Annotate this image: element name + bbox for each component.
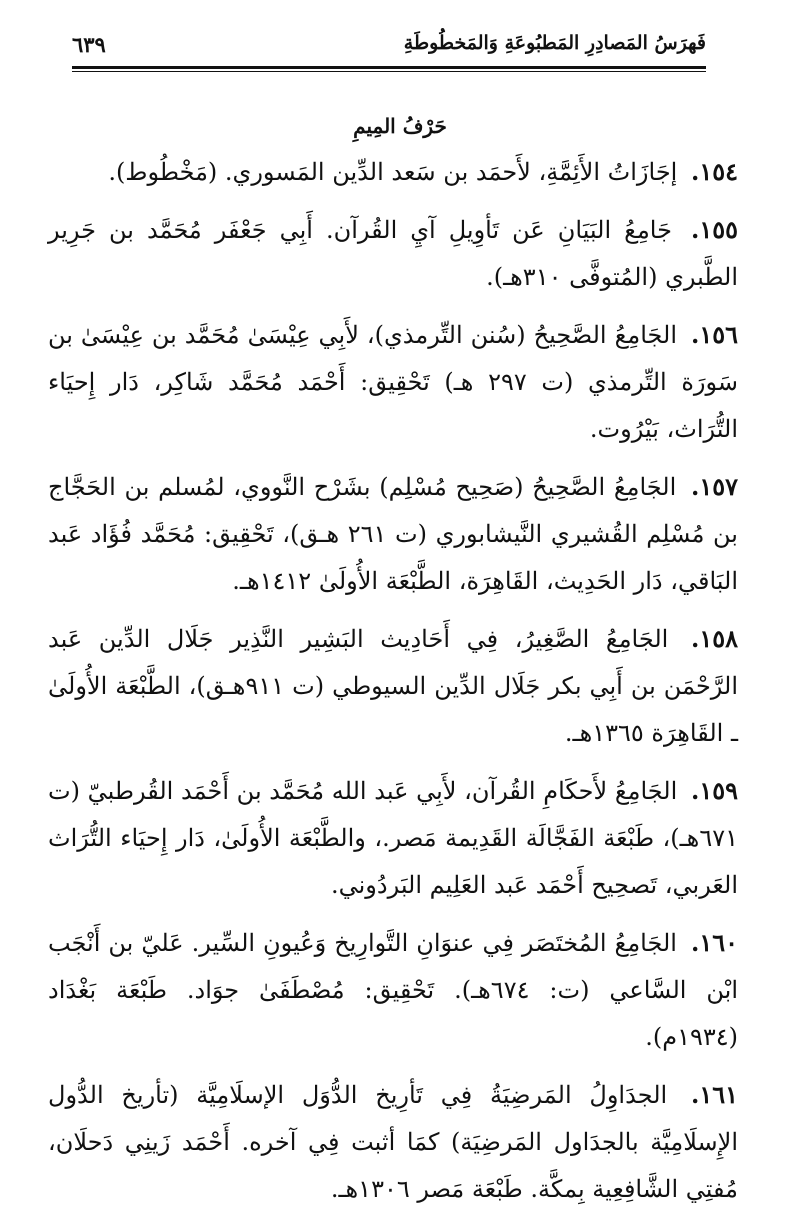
entry-list	[48, 148, 738, 1223]
entry-number: ١٥٨.	[690, 624, 738, 653]
bibliography-entry	[48, 615, 738, 757]
entry-text: الجدَاوِلُ المَرضِيَةُ فِي تَأرِيخ الدُّوَل الإسلَامِيَّة (تأريخ الدُّول الإِسلَامِيَّة بالجدَاول المَرضِيَة) كمَا أثبت فِي آخره. أَحْمَد زَينِي دَحلَان، مُفتِي الشَّافِعِية بِمكَّة. طَبْعَة مَصر ١٣٠٦هـ.	[48, 1081, 738, 1203]
entry-text: جَامِعُ البَيَانِ عَن تَأوِيلِ آيِ القُرآن. أَبِي جَعْفَر مُحَمَّد بن جَرِير الطَّبري (المُتوفَّى ٣١٠هـ).	[48, 216, 738, 291]
bibliography-entry	[48, 1071, 738, 1213]
bibliography-entry	[48, 463, 738, 605]
running-header	[72, 32, 706, 66]
header-rule-thin	[72, 71, 706, 72]
entry-text: إجَازَاتُ الأَئِمَّةِ، لأَحمَد بن سَعد الدِّين المَسوري. (مَخْطُوط).	[108, 158, 678, 186]
bibliography-entry	[48, 311, 738, 453]
bibliography-entry	[48, 767, 738, 909]
entry-text: الجَامِعُ الصَّغِيرُ، فِي أَحَادِيث البَشِير النَّذِير جَلَال الدِّين عَبد الرَّحْمَن بن أَبِي بكر جَلَال الدِّين السيوطي (ت ٩١١هـق)، الطَّبْعَة الأُولَىٰ ـ القَاهِرَة ١٣٦٥هـ.	[48, 625, 738, 747]
page-number: ٦٣٩	[72, 32, 106, 57]
bibliography-entry	[48, 206, 738, 301]
entry-number: ١٦١.	[690, 1080, 738, 1109]
header-rule	[72, 66, 706, 69]
entry-text: الجَامِعُ لأَحكَامِ القُرآن، لأَبِي عَبد الله مُحَمَّد بن أَحْمَد القُرطبيّ (ت ٦٧١هـ)، طَبْعَة الفَجَّالَة القَدِيمة مَصر.، والطَّبْعَة الأُولَىٰ، دَار إِحيَاء التُّرَاث العَربي، تَصحِيح أَحْمَد عَبد العَلِيم البَردُوني.	[48, 777, 738, 899]
running-title: فَهرَسُ المَصادِرِ المَطبُوعَةِ وَالمَخطُوطَةِ	[403, 32, 706, 54]
entry-number: ١٦٠.	[690, 928, 738, 957]
entry-number: ١٥٩.	[690, 776, 738, 805]
entry-text: الجَامِعُ المُختَصَر فِي عنوَانِ التَّوارِيخ وَعُيونِ السِّير. عَليّ بن أَنْجَب ابْن السَّاعي (ت: ٦٧٤هـ). تَحْقِيق: مُصْطَفَىٰ جوَاد. طَبْعَة بَغْدَاد (١٩٣٤م).	[48, 929, 738, 1051]
entry-number: ١٥٤.	[690, 157, 738, 186]
entry-number: ١٥٥.	[690, 215, 738, 244]
entry-text: الجَامِعُ الصَّحِيحُ (صَحِيح مُسْلِم) بشَرْح النَّووي، لمُسلم بن الحَجَّاج بن مُسْلِم القُشيري النَّيشابوري (ت ٢٦١ هـق)، تَحْقِيق: مُحَمَّد فُؤَاد عَبد البَاقي، دَار الحَدِيث، القَاهِرَة، الطَّبْعَة الأُولَىٰ ١٤١٢هـ.	[48, 473, 738, 595]
bibliography-entry	[48, 148, 738, 196]
entry-text: الجَامِعُ الصَّحِيحُ (سُنن التِّرمذي)، لأَبِي عِيْسَىٰ مُحَمَّد بن عِيْسَىٰ بن سَورَة التِّرمذي (ت ٢٩٧ هـ) تَحْقِيق: أَحْمَد مُحَمَّد شَاكِر، دَار إِحيَاء التُّرَاث، بَيْرُوت.	[48, 321, 739, 443]
section-heading: حَرْفُ المِيمِ	[353, 114, 447, 138]
entry-number: ١٥٦.	[690, 320, 738, 349]
entry-number: ١٥٧.	[690, 472, 739, 501]
bibliography-entry	[48, 919, 738, 1061]
